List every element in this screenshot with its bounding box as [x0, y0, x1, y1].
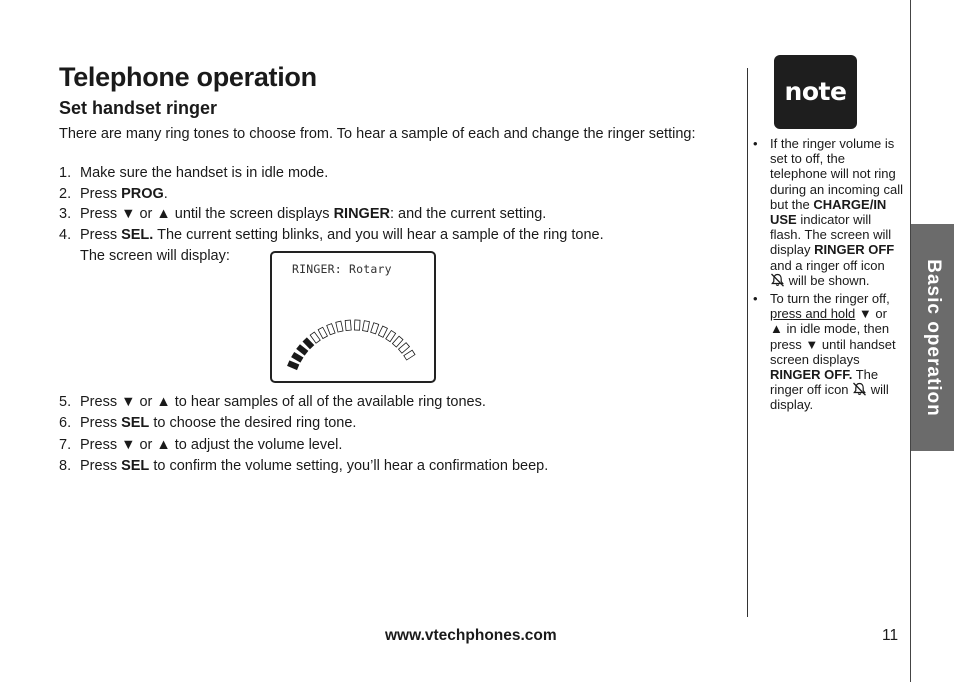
step-number: 2. [59, 186, 72, 202]
volume-bar-empty [404, 350, 415, 360]
step-8 [59, 457, 548, 475]
note-key: CHARGE/IN USE [770, 196, 887, 228]
step-number: 4. [59, 227, 72, 243]
note-text: will be shown. [785, 272, 870, 288]
step-text-end: : and the current setting. [389, 206, 547, 222]
step-number: 6. [59, 415, 72, 431]
step-number: 3. [59, 206, 72, 222]
note-text: will display. [770, 382, 889, 413]
step-text: Make sure the handset is in idle mode. [80, 165, 329, 181]
column-divider [747, 68, 748, 617]
volume-bar-empty [318, 327, 327, 338]
note-key: RINGER OFF. [770, 367, 853, 383]
note-text: indicator will flash. The screen will display [770, 212, 892, 258]
step-key: SEL [121, 415, 150, 431]
page-number: 11 [882, 627, 899, 644]
volume-meter [272, 253, 434, 381]
ringer-off-icon [852, 382, 867, 396]
page-title: Telephone operation [59, 62, 317, 92]
step-key: PROG [121, 186, 164, 202]
volume-bar-filled [297, 345, 308, 355]
step-text: Press ▼ or ▲ to hear samples of all of the available ring tones. [80, 394, 486, 410]
step-text: Press [80, 227, 122, 243]
section-heading: Set handset ringer [59, 98, 218, 118]
footer-url: www.vtechphones.com [385, 627, 557, 644]
step-number: 5. [59, 394, 72, 410]
step-text-end: . [163, 186, 168, 202]
volume-bar-empty [392, 336, 403, 347]
step-text-end: to choose the desired ring tone. [149, 415, 357, 431]
screen-caption: The screen will display: [80, 248, 230, 264]
note-underlined-text: press and hold [770, 306, 856, 322]
section-tab-label: Basic operation [922, 258, 944, 417]
volume-bar-empty [310, 332, 320, 343]
volume-bar-empty [378, 326, 387, 337]
volume-bar-empty [345, 320, 351, 330]
note-item [753, 291, 903, 413]
volume-bar-empty [327, 324, 335, 335]
volume-bar-filled [288, 361, 299, 370]
section-tab [911, 224, 954, 451]
volume-bar-empty [363, 321, 370, 332]
step-4 [59, 226, 604, 244]
volume-bar-empty [371, 323, 379, 334]
step-key: SEL. [121, 227, 154, 243]
handset-screen-display [270, 251, 436, 383]
note-key: RINGER OFF [814, 242, 895, 258]
step-text-end: The current setting blinks, and you will hear a sample of the ring tone. [153, 227, 604, 243]
step-5 [59, 393, 486, 411]
step-7 [59, 436, 342, 454]
ringer-off-icon [770, 273, 785, 287]
note-text: The ringer off icon [770, 367, 879, 398]
step-text: Press [80, 415, 122, 431]
step-text: Press [80, 186, 122, 202]
step-text: Press ▼ or ▲ to adjust the volume level. [80, 437, 343, 453]
volume-bar-filled [292, 353, 303, 363]
note-badge: note [774, 55, 857, 129]
step-key: SEL [121, 458, 150, 474]
volume-bar-empty [354, 320, 360, 330]
step-number: 7. [59, 437, 72, 453]
step-6 [59, 414, 356, 432]
volume-bar-empty [336, 321, 343, 332]
note-text: and a ringer off icon [770, 257, 885, 273]
step-text: Press [80, 458, 122, 474]
volume-bar-empty [399, 343, 410, 353]
screen-text: RINGER: Rotary [292, 262, 392, 276]
step-key: RINGER [333, 206, 390, 222]
step-2 [59, 185, 168, 203]
note-text: If the ringer volume is set to off, the telephone will not ring during an incoming call but the [770, 136, 903, 212]
step-number: 8. [59, 458, 72, 474]
step-text-end: to confirm the volume setting, you’ll hear a confirmation beep. [149, 458, 549, 474]
volume-bar-filled [303, 338, 314, 349]
volume-bar-empty [386, 330, 396, 341]
note-text: To turn the ringer off, [770, 291, 890, 307]
note-text: ▼ or ▲ in idle mode, then press ▼ until handset screen displays [770, 306, 896, 367]
intro-paragraph: There are many ring tones to choose from. To hear a sample of each and change the ringer setting: [59, 126, 696, 142]
step-3 [59, 205, 546, 223]
step-1 [59, 164, 328, 182]
step-number: 1. [59, 165, 72, 181]
note-item [753, 136, 903, 288]
step-text: Press ▼ or ▲ until the screen displays [80, 206, 334, 222]
note-list [753, 136, 903, 416]
